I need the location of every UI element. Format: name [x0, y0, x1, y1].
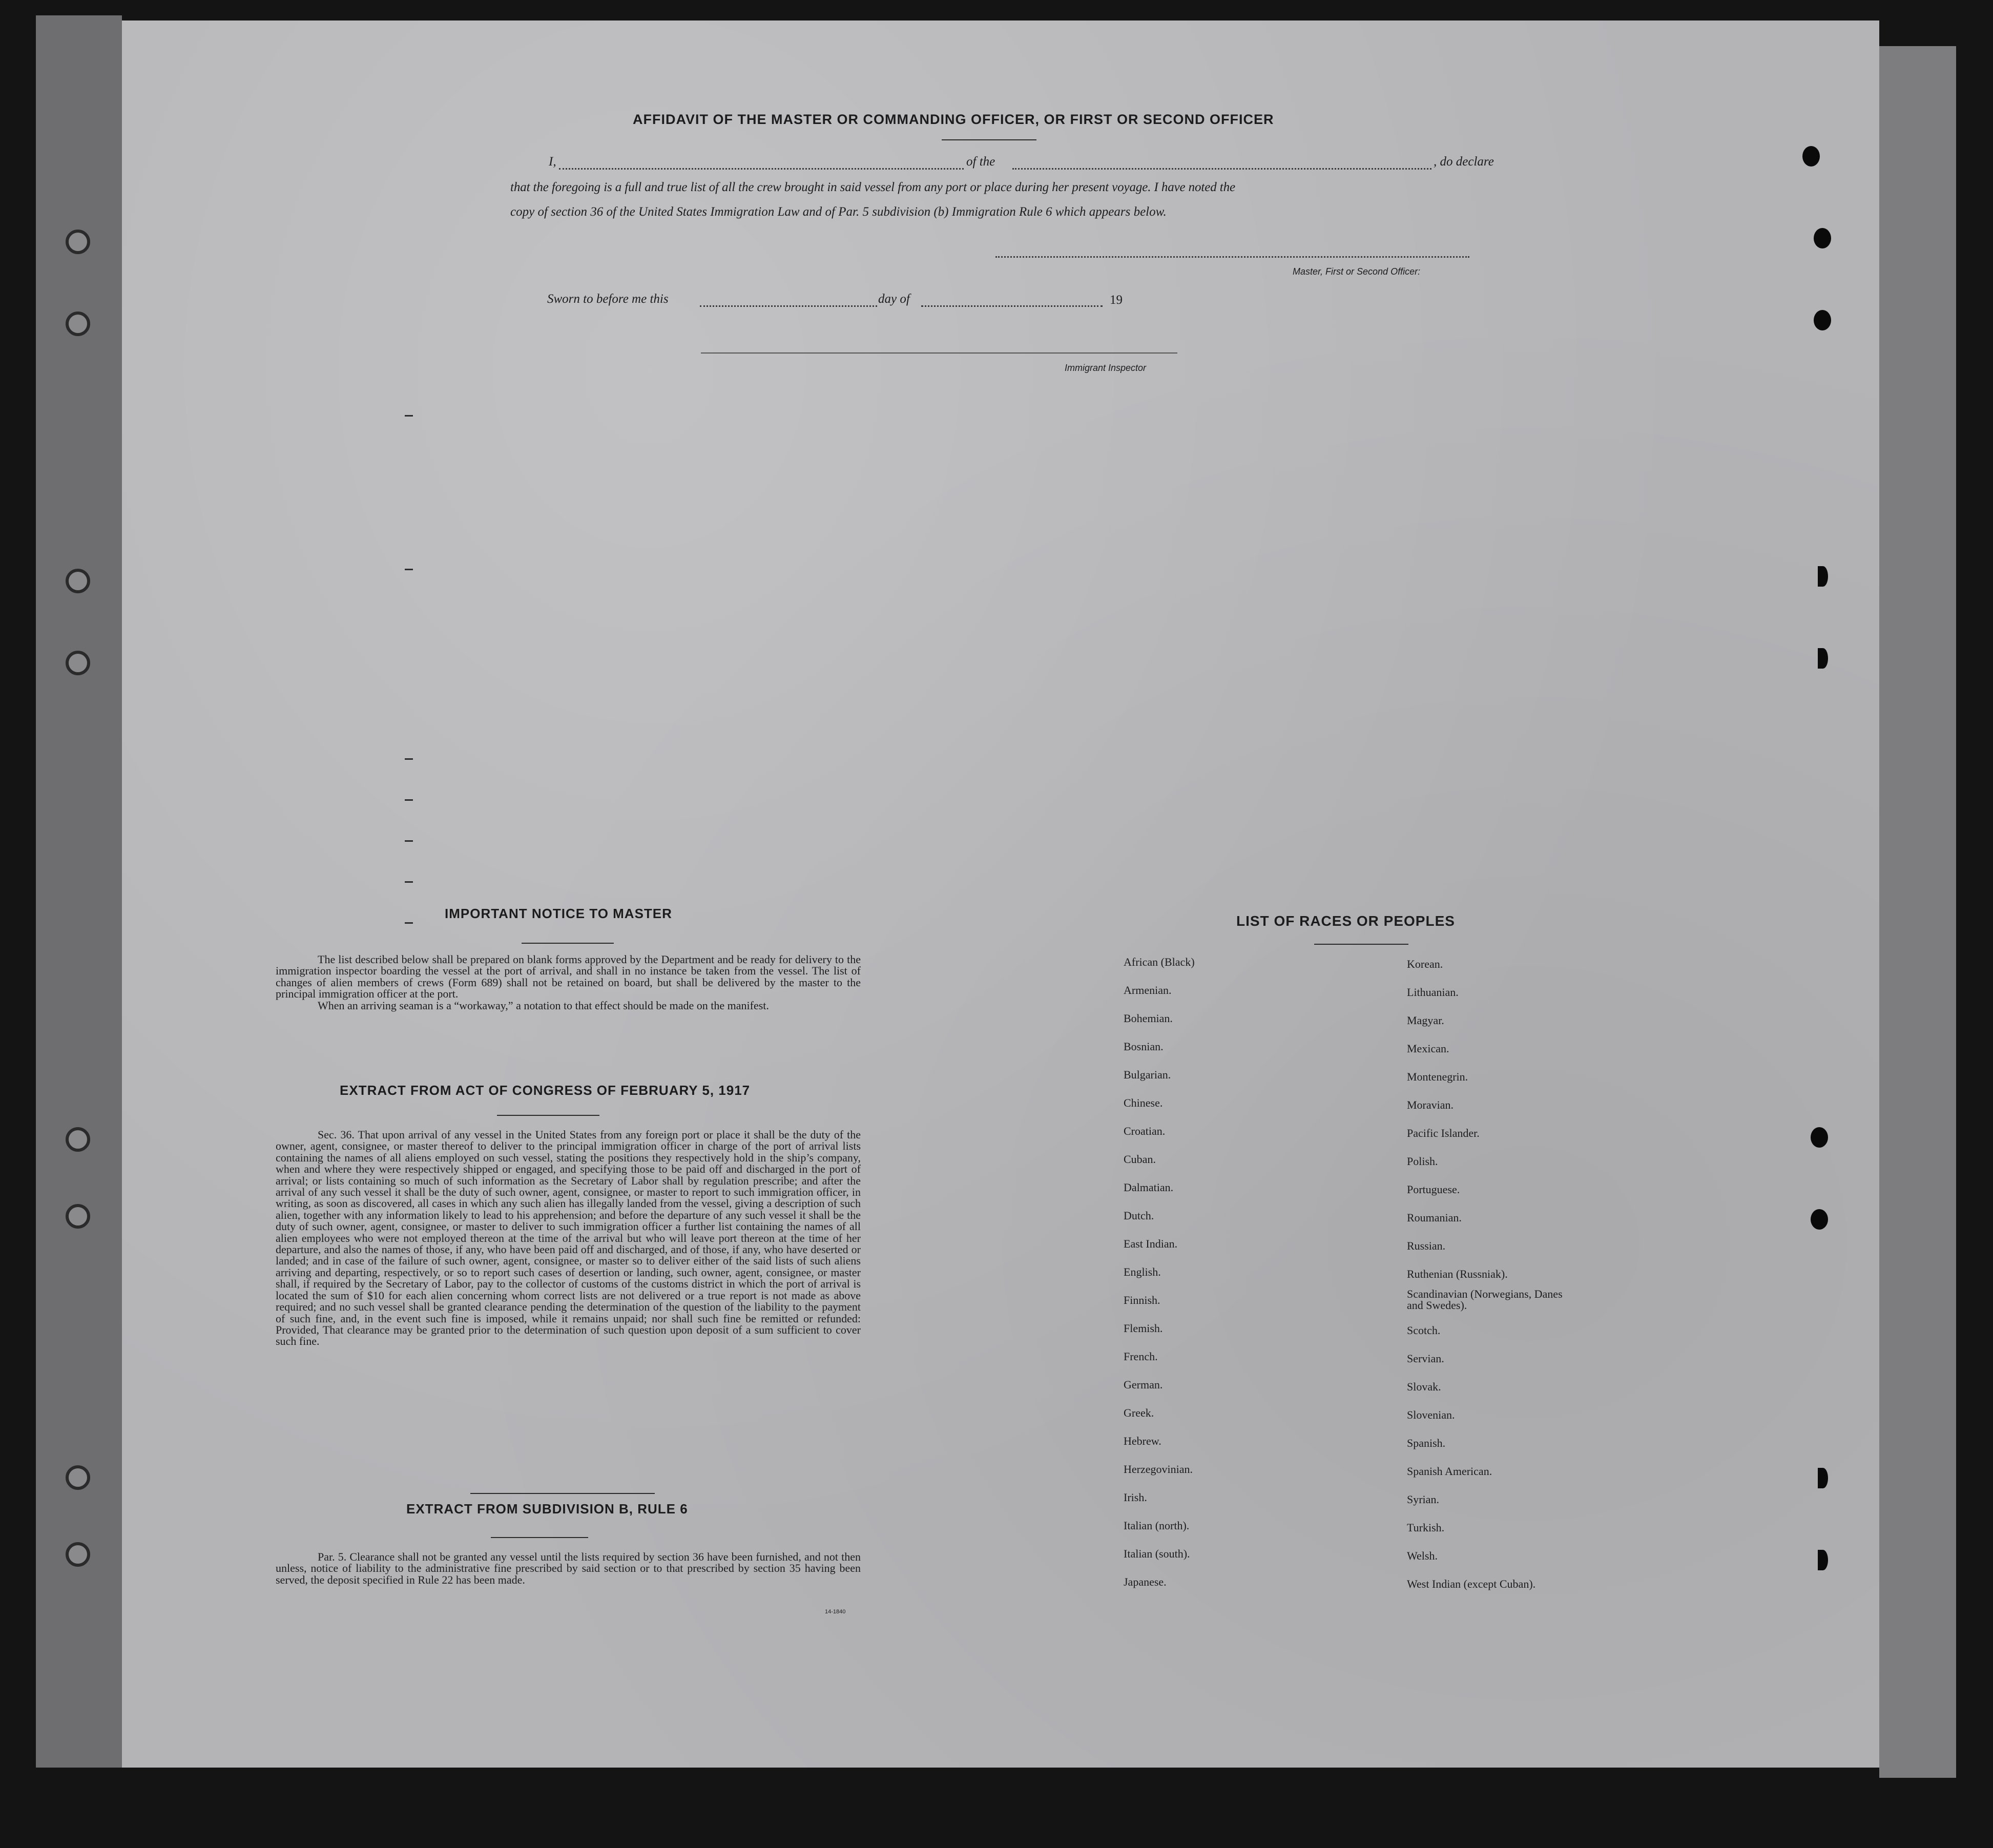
race-item-left: Italian (north). — [1124, 1519, 1190, 1532]
rule-title-underline — [491, 1537, 588, 1538]
inspector-signature-line[interactable] — [701, 352, 1177, 354]
race-item-left: German. — [1124, 1378, 1163, 1391]
act-paragraph: Sec. 36. That upon arrival of any vessel in the United States from any foreign port or place it shall be the duty of the owner, agent, consignee, or master thereof to deliver to the principal immigration officer in charge of the port of arrival lists containing the names of all aliens employed on such vessel, stating the positions they respectively hold in the ship’s company, when and where they were respectively shipped or engaged, and specifying those to be paid off and discharged in the port of arrival; or lists containing so much of such information as the Secretary of Labor shall by regulation prescribe; and after the arrival of any such vessel it shall be the duty of such owner, agent, consignee, or master to report to such immigration officer, in writing, as soon as discovered, all cases in which any such alien has illegally landed from the vessel, giving a description of such alien, together with any information likely to lead to his apprehension; and before the departure of any such vessel it shall be the duty of such owner, agent, consignee, or master to deliver to such immigration officer a further list containing the names of all alien employees who were not employed thereon at the time of the arrival but who will leave port thereon at the time of her departure, and also the names of those, if any, who have been paid off and discharged, and of those, if any, who have deserted or landed; and in case of the failure of such owner, agent, consignee, or master so to deliver either of the said lists of such aliens arriving and departing, respectively, or so to report such cases of desertion or landing, such owner, agent, consignee, or master shall, if required by the Secretary of Labor, pay to the collector of customs of the customs district in which the port of arrival is located the sum of $10 for each alien concerning whom correct lists are not delivered or a true report is not made as above required; and no such vessel shall be granted clearance pending the determination of the question of the liability to the payment of such fine, and, in the event such fine is imposed, while it remains unpaid; nor shall such fine be remitted or refunded: Provided, That clearance may be granted prior to the determination of such question upon deposit of a sum sufficient to cover such fine. — [276, 1128, 861, 1348]
race-item-right: Polish. — [1407, 1155, 1438, 1168]
race-item-left: Finnish. — [1124, 1294, 1160, 1306]
rule-paragraph: Par. 5. Clearance shall not be granted any vessel until the lists required by section 36 have been furnished, and not then unless, notice of liability to the administrative fine prescribed by said section or to that prescribed by section 35 having been served, the deposit specified in Rule 22 has been made. — [276, 1550, 861, 1586]
race-item-right: Portuguese. — [1407, 1183, 1460, 1196]
race-item-right: Syrian. — [1407, 1493, 1439, 1506]
punch-hole — [1802, 146, 1820, 167]
punch-hole — [1818, 648, 1828, 669]
binder-ring — [66, 230, 90, 254]
punch-hole — [1818, 1550, 1828, 1570]
race-item-right: Spanish. — [1407, 1437, 1446, 1449]
binder-ring — [66, 1127, 90, 1152]
form-number: 14-1840 — [825, 1609, 846, 1615]
race-item-left: Flemish. — [1124, 1322, 1163, 1335]
race-item-left: Japanese. — [1124, 1575, 1167, 1588]
year-prefix: 19 — [1110, 293, 1123, 307]
margin-mark — [405, 922, 413, 924]
race-item-left: Irish. — [1124, 1491, 1147, 1504]
notice-paragraph-2: When an arriving seaman is a “workaway,” a notation to that effect should be made on the manifest. — [318, 999, 769, 1012]
affidavit-line-3: copy of section 36 of the United States Immigration Law and of Par. 5 subdivision (b) Immigration Rule 6 which appears below. — [510, 205, 1167, 219]
race-item-left: Bohemian. — [1124, 1012, 1173, 1025]
affidavit-line-2: that the foregoing is a full and true list of all the crew brought in said vessel from any port or place during her present voyage. I have noted the — [510, 180, 1235, 194]
punch-hole — [1811, 1209, 1828, 1230]
rule-title: EXTRACT FROM SUBDIVISION B, RULE 6 — [406, 1501, 688, 1517]
form-page — [122, 20, 1879, 1768]
name-field[interactable] — [559, 168, 964, 170]
officer-label: Master, First or Second Officer: — [1293, 266, 1421, 277]
margin-mark — [405, 881, 413, 883]
binder-ring — [66, 1465, 90, 1490]
race-item-right: Moravian. — [1407, 1098, 1454, 1111]
act-title: EXTRACT FROM ACT OF CONGRESS OF FEBRUARY 5, 1917 — [340, 1083, 751, 1098]
vessel-field[interactable] — [1012, 168, 1431, 170]
title-rule — [942, 139, 1036, 140]
act-body — [276, 1129, 861, 1347]
punch-hole — [1814, 310, 1831, 330]
notice-paragraph-1: The list described below shall be prepared on blank forms approved by the Department and be ready for delivery to the immigration inspector boarding the vessel at the port of arrival, and shall in no instance be taken from the vessel. The list of changes of alien members of crews (Form 689) shall not be retained on board, but shall be delivered by the master to the principal immigration officer at the port. — [276, 953, 861, 1001]
race-item-left: Armenian. — [1124, 984, 1172, 996]
race-item-right: Ruthenian (Russniak). — [1407, 1268, 1508, 1280]
notice-rule — [522, 943, 614, 944]
race-item-left: African (Black) — [1124, 956, 1195, 968]
race-item-right: West Indian (except Cuban). — [1407, 1577, 1536, 1590]
race-item-right: Turkish. — [1407, 1521, 1445, 1534]
race-item-right: Montenegrin. — [1407, 1070, 1468, 1083]
race-item-right: Slovenian. — [1407, 1408, 1455, 1421]
binder-ring — [66, 651, 90, 675]
rule-divider — [470, 1493, 655, 1494]
punch-hole — [1818, 1468, 1828, 1488]
race-item-right: Roumanian. — [1407, 1211, 1462, 1224]
officer-signature-field[interactable] — [995, 256, 1469, 258]
rule-body — [276, 1551, 861, 1586]
binder-ring — [66, 1204, 90, 1229]
margin-mark — [405, 799, 413, 801]
race-item-left: Dalmatian. — [1124, 1181, 1174, 1194]
margin-mark — [405, 569, 413, 570]
act-rule — [497, 1115, 599, 1116]
race-item-right: Korean. — [1407, 958, 1443, 970]
punch-hole — [1818, 566, 1828, 587]
race-item-left: French. — [1124, 1350, 1158, 1363]
binder-ring — [66, 569, 90, 593]
affidavit-title: AFFIDAVIT OF THE MASTER OR COMMANDING OFFICER, OR FIRST OR SECOND OFFICER — [633, 112, 1274, 127]
race-item-left: Chinese. — [1124, 1096, 1163, 1109]
inspector-label: Immigrant Inspector — [1065, 363, 1147, 373]
notice-body — [276, 954, 861, 1011]
affidavit-i-label: I, — [549, 155, 556, 169]
punch-hole — [1811, 1127, 1828, 1148]
race-item-left: English. — [1124, 1265, 1161, 1278]
race-item-left: Italian (south). — [1124, 1547, 1190, 1560]
underlying-page-right — [1879, 46, 1956, 1778]
margin-mark — [405, 840, 413, 842]
races-title: LIST OF RACES OR PEOPLES — [1236, 913, 1455, 929]
race-item-right: Welsh. — [1407, 1549, 1438, 1562]
sworn-day-field[interactable] — [700, 305, 877, 307]
race-item-right: Lithuanian. — [1407, 986, 1459, 999]
sworn-label: Sworn to before me this — [547, 292, 669, 306]
punch-hole — [1814, 228, 1831, 248]
notice-title: IMPORTANT NOTICE TO MASTER — [445, 906, 672, 921]
day-of-label: day of — [878, 292, 910, 306]
race-item-left: Bosnian. — [1124, 1040, 1164, 1053]
race-item-left: Cuban. — [1124, 1153, 1156, 1166]
race-item-right: Spanish American. — [1407, 1465, 1492, 1478]
margin-mark — [405, 415, 413, 417]
affidavit-declare-label: , do declare — [1434, 155, 1494, 169]
race-item-right: Magyar. — [1407, 1014, 1444, 1027]
race-item-left: Hebrew. — [1124, 1435, 1161, 1447]
race-item-right: Scandinavian (Norwegians, Danes and Swedes). — [1407, 1288, 1563, 1312]
binder-ring — [66, 1542, 90, 1567]
sworn-month-field[interactable] — [921, 305, 1103, 307]
race-item-right: Russian. — [1407, 1239, 1446, 1252]
affidavit-of-label: of the — [966, 155, 995, 169]
race-item-left: Croatian. — [1124, 1125, 1166, 1137]
races-rule — [1314, 944, 1408, 945]
race-item-right: Servian. — [1407, 1352, 1444, 1365]
race-item-right: Scotch. — [1407, 1324, 1441, 1337]
race-item-left: Bulgarian. — [1124, 1068, 1171, 1081]
margin-mark — [405, 758, 413, 760]
race-item-left: East Indian. — [1124, 1237, 1178, 1250]
race-item-left: Herzegovinian. — [1124, 1463, 1193, 1476]
race-item-left: Dutch. — [1124, 1209, 1154, 1222]
race-item-right: Mexican. — [1407, 1042, 1449, 1055]
underlying-page-left — [36, 15, 122, 1768]
binder-ring — [66, 312, 90, 336]
race-item-left: Greek. — [1124, 1406, 1154, 1419]
race-item-right: Slovak. — [1407, 1380, 1441, 1393]
race-item-right: Pacific Islander. — [1407, 1127, 1480, 1139]
